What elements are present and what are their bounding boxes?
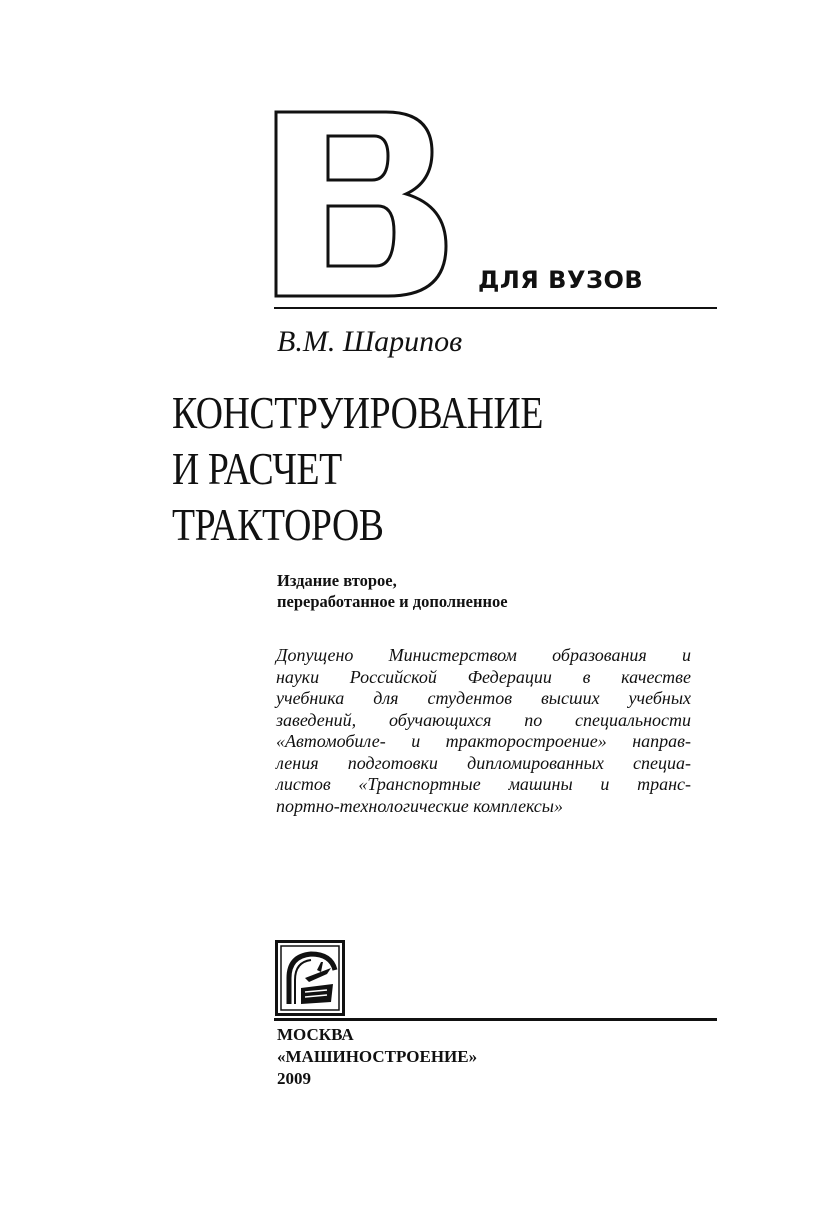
approval-line: Допущено Министерством образования и — [276, 645, 691, 665]
approval-line: листов «Транспортные машины и транс- — [276, 774, 691, 794]
approval-line: «Автомобиле- и тракторостроение» направ- — [276, 731, 691, 751]
edition-line: Издание второе, — [277, 571, 397, 590]
approval-statement — [276, 645, 691, 817]
approval-line: учебника для студентов высших учебных — [276, 688, 691, 708]
approval-line: портно-технологические комплексы» — [276, 795, 563, 816]
imprint-city: МОСКВА — [277, 1025, 354, 1044]
top-divider — [274, 307, 717, 309]
imprint-year: 2009 — [277, 1069, 311, 1088]
series-logo-icon — [274, 110, 464, 300]
book-title — [172, 385, 712, 553]
title-line: ТРАКТОРОВ — [172, 499, 384, 550]
title-line: КОНСТРУИРОВАНИЕ — [172, 387, 543, 438]
series-label: ДЛЯ ВУЗОВ — [478, 266, 644, 294]
approval-line: науки Российской Федерации в качестве — [276, 666, 691, 687]
title-line: И РАСЧЕТ — [172, 443, 342, 494]
approval-line: заведений, обучающихся по специальности — [276, 709, 691, 730]
author-name: В.М. Шарипов — [277, 325, 463, 358]
imprint-publisher: «МАШИНОСТРОЕНИЕ» — [277, 1047, 478, 1066]
publisher-emblem-icon — [275, 940, 345, 1016]
bottom-divider — [274, 1018, 717, 1021]
approval-line: ления подготовки дипломированных специа- — [276, 752, 691, 773]
edition-note — [277, 570, 508, 612]
imprint — [277, 1024, 477, 1090]
edition-line: переработанное и дополненное — [277, 592, 508, 611]
